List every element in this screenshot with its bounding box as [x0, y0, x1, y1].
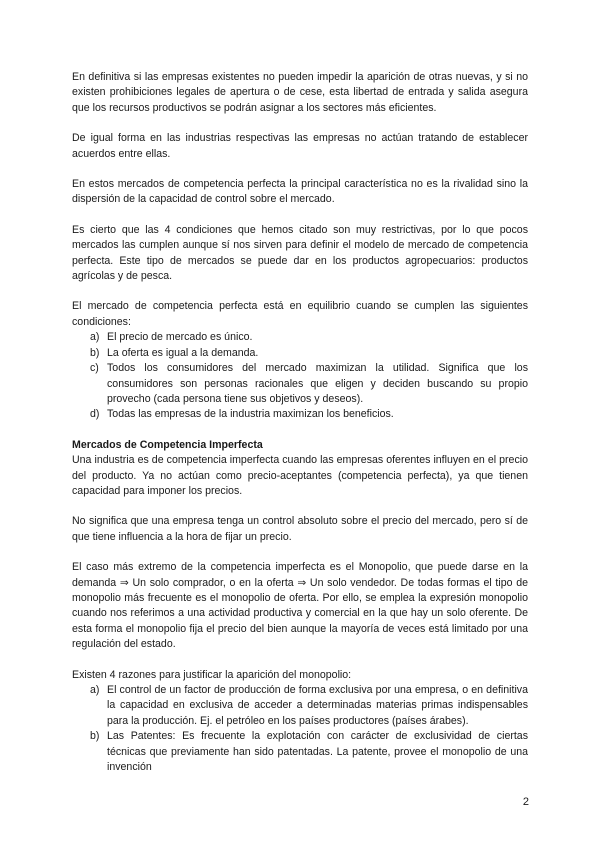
paragraph-imperfect-definition: Una industria es de competencia imperfecta cuando las empresas oferentes influyen en el precio del producto. Ya no actúan como precio-aceptantes (competencia perfecta), ya que tienen capacidad para imponer los precios.	[72, 454, 528, 497]
paragraph-restrictive-conditions: Es cierto que las 4 condiciones que hemos citado son muy restrictivas, por lo que pocos mercados las cumplen aunque sí nos sirven para definir el modelo de mercado de competencia perfecta. Este tipo de mercados se puede dar en los productos agropecuarios: productos agrícolas y de pesca.	[72, 223, 528, 283]
paragraph-no-agreements: De igual forma en las industrias respectivas las empresas no actúan tratando de establecer acuerdos entre ellas.	[72, 132, 528, 160]
paragraph-monopoly: El caso más extremo de la competencia imperfecta es el Monopolio, que puede darse en la demanda ⇒ Un solo comprador, o en la oferta ⇒ Un solo vendedor. De todas formas el tipo de monopolio más frecuente es el monopolio de oferta. Por ello, se emplea la expresión monopolio cuando nos referimos a una actividad productiva y comercial en la que hay un solo oferente. De esta forma el monopolio fija el precio del bien aunque la mayoría de veces está limitado por una regulación del estado.	[72, 561, 528, 651]
paragraph-monopoly-reasons-intro: Existen 4 razones para justificar la aparición del monopolio:	[72, 668, 352, 681]
list-item-text: El precio de mercado es único.	[107, 331, 253, 344]
list-item	[72, 361, 528, 407]
list-item-text: Todos los consumidores del mercado maximizan la utilidad. Significa que los consumidores son personas racionales que eligen y deciden buscando su propio provecho (cada persona tiene sus objetivos y deseos).	[107, 362, 528, 405]
list-item-text: Las Patentes: Es frecuente la explotación con carácter de exclusividad de ciertas técnicas que previamente han sido patentadas. La patente, provee el monopolio de una invención	[107, 730, 528, 774]
list-marker: b)	[90, 730, 100, 743]
paragraph-free-entry: En definitiva si las empresas existentes no pueden impedir la aparición de otras nuevas, y si no existen prohibiciones legales de apertura o de cese, esta libertad de entrada y salida asegura que los recursos productivos se podrán asignar a los sectores más eficientes.	[72, 71, 528, 114]
page-content	[72, 70, 528, 775]
list-marker: a)	[90, 684, 100, 696]
paragraph-dispersion: En estos mercados de competencia perfecta la principal característica no es la rivalidad sino la dispersión de la capacidad de control sobre el mercado.	[72, 178, 528, 206]
list-item	[72, 729, 528, 775]
list-item-text: La oferta es igual a la demanda.	[107, 346, 259, 359]
paragraph-equilibrium-intro: El mercado de competencia perfecta está en equilibrio cuando se cumplen las siguientes condiciones:	[72, 300, 528, 328]
list-marker: b)	[90, 346, 100, 359]
list-item	[72, 330, 528, 345]
monopoly-reasons-list	[72, 683, 528, 775]
list-item-text: Todas las empresas de la industria maximizan los beneficios.	[107, 408, 394, 421]
section-heading: Mercados de Competencia Imperfecta	[72, 438, 263, 451]
list-item	[72, 683, 528, 729]
list-marker: a)	[90, 331, 100, 344]
page-number: 2	[522, 796, 529, 808]
list-marker: d)	[90, 408, 100, 421]
paragraph-price-influence: No significa que una empresa tenga un control absoluto sobre el precio del mercado, pero sí de que tiene influencia a la hora de fijar un precio.	[72, 515, 528, 543]
list-item-text: El control de un factor de producción de forma exclusiva por una empresa, o en definitiva la capacidad en exclusiva de acceder a determinadas materias primas indispensables para la producción. Ej. el petróleo en los países productores (países árabes).	[107, 684, 528, 727]
list-item	[72, 407, 528, 422]
list-item	[72, 346, 528, 361]
equilibrium-conditions-list	[72, 330, 528, 422]
list-marker: c)	[90, 362, 99, 375]
